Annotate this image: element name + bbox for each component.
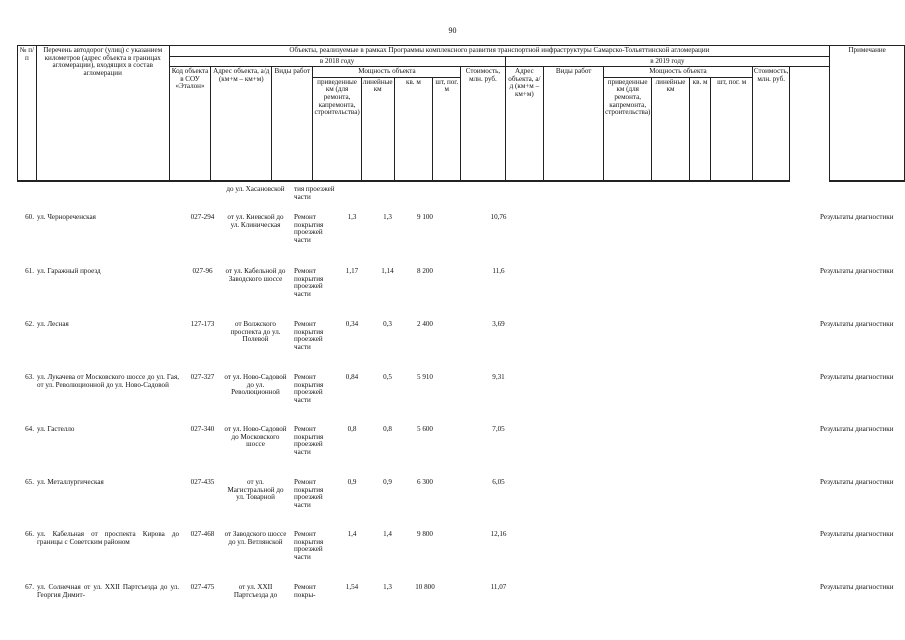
header-list: Перечень автодорог (улиц) с указанием километров (адрес объекта в границах агломерации), входящих в состав агломерации bbox=[36, 46, 169, 182]
header-works: Виды работ bbox=[272, 67, 313, 182]
cell-works: Ремонт покрытия проезжей части bbox=[294, 320, 324, 351]
header-reduced-km: приведенные км (для ремонта, капремонта, строительства) bbox=[313, 77, 361, 181]
cell-cost: 6,05 bbox=[492, 478, 505, 486]
cell-road-name: ул. Лукачева от Московского шоссе до ул. Гая, от ул. Революционной до ул. Ново-Садовой bbox=[37, 373, 179, 389]
cell-code: 027-468 bbox=[190, 530, 215, 538]
cell-cost: 9,31 bbox=[492, 373, 505, 381]
cell-linear-km: 1,3 bbox=[383, 213, 392, 221]
cell-sqm: 10 800 bbox=[415, 583, 435, 591]
header-reduced-km-2019: приведенные км (для ремонта, капремонта, строительства) bbox=[604, 77, 652, 181]
cell-road-name: ул. Металлургическая bbox=[37, 478, 104, 486]
cell-code: 027-340 bbox=[190, 425, 215, 433]
cell-road-name: ул. Чернореченская bbox=[37, 213, 96, 221]
cell-works: Ремонт покрытия проезжей части bbox=[294, 213, 324, 244]
table-header bbox=[17, 45, 905, 182]
cell-address: от ул. XXII Партсъезда до bbox=[233, 583, 278, 599]
cell-works: Ремонт покры- bbox=[294, 583, 316, 599]
cell-reduced-km: 0,34 bbox=[345, 320, 359, 328]
cell-reduced-km: 1,3 bbox=[347, 213, 357, 221]
cell-road-name: ул. Гаражный проезд bbox=[37, 267, 101, 275]
header-address: Адрес объекта, а/д (км+м – км+м) bbox=[211, 67, 272, 182]
cell-cost: 7,05 bbox=[492, 425, 505, 433]
cell-road-name: ул. Кабельная от проспекта Кирова до границы с Советским районом bbox=[37, 530, 179, 546]
cell-number: 64. bbox=[25, 425, 34, 433]
cell-works: тия проезжей части bbox=[294, 185, 335, 201]
header-linear-km: линейные км bbox=[361, 77, 394, 181]
cell-number: 67. bbox=[25, 583, 34, 591]
cell-road-name: ул. Лесная bbox=[37, 320, 69, 328]
cell-address: от ул. Кабельной до Заводского шоссе bbox=[225, 267, 286, 283]
cell-address: от ул. Киевской до ул. Клиническая bbox=[227, 213, 284, 229]
header-power-2019: Мощность объекта bbox=[604, 67, 753, 78]
cell-code: 027-435 bbox=[190, 478, 215, 486]
cell-note: Результаты диагностики bbox=[820, 267, 894, 275]
cell-works: Ремонт покрытия проезжей части bbox=[294, 530, 324, 561]
cell-sqm: 5 600 bbox=[417, 425, 433, 433]
cell-sqm: 6 300 bbox=[417, 478, 433, 486]
cell-note: Результаты диагностики bbox=[820, 530, 894, 538]
cell-note: Результаты диагностики bbox=[820, 478, 894, 486]
cell-reduced-km: 0,84 bbox=[345, 373, 359, 381]
header-power: Мощность объекта bbox=[313, 67, 461, 78]
cell-address: от ул. Ново-Садовой до Московского шоссе bbox=[224, 425, 287, 449]
header-linear-km-2019: линейные км bbox=[652, 77, 689, 181]
cell-linear-km: 1,3 bbox=[383, 583, 392, 591]
cell-number: 63. bbox=[25, 373, 34, 381]
header-pcs: шт, пог. м bbox=[433, 77, 461, 181]
header-num: № п/п bbox=[18, 46, 37, 182]
cell-code: 027-96 bbox=[192, 267, 213, 275]
cell-sqm: 9 800 bbox=[417, 530, 433, 538]
cell-works: Ремонт покрытия проезжей части bbox=[294, 478, 324, 509]
cell-linear-km: 0,9 bbox=[383, 478, 392, 486]
cell-number: 62. bbox=[25, 320, 34, 328]
header-year-2019: в 2019 году bbox=[505, 56, 830, 67]
header-note: Примечание bbox=[830, 46, 905, 182]
cell-reduced-km: 0,8 bbox=[347, 425, 357, 433]
header-sqm: кв. м bbox=[394, 77, 433, 181]
cell-cost: 11,07 bbox=[490, 583, 507, 591]
cell-cost: 12,16 bbox=[490, 530, 507, 538]
header-address-2019: Адрес объекта, а/д (км+м – км+м) bbox=[505, 67, 544, 182]
cell-linear-km: 0,5 bbox=[383, 373, 392, 381]
cell-number: 65. bbox=[25, 478, 34, 486]
cell-note: Результаты диагностики bbox=[820, 583, 894, 591]
cell-linear-km: 0,3 bbox=[383, 320, 392, 328]
cell-works: Ремонт покрытия проезжей части bbox=[294, 425, 324, 456]
page-number: 90 bbox=[448, 26, 457, 35]
cell-address: до ул. Хасановской bbox=[226, 185, 285, 193]
cell-reduced-km: 1,4 bbox=[347, 530, 357, 538]
header-sqm-2019: кв. м bbox=[689, 77, 711, 181]
cell-note: Результаты диагностики bbox=[820, 425, 894, 433]
cell-sqm: 9 100 bbox=[417, 213, 433, 221]
cell-linear-km: 0,8 bbox=[383, 425, 392, 433]
cell-note: Результаты диагностики bbox=[820, 320, 894, 328]
cell-road-name: ул. Гастелло bbox=[37, 425, 75, 433]
cell-code: 127-173 bbox=[190, 320, 215, 328]
cell-linear-km: 1,14 bbox=[381, 267, 394, 275]
cell-cost: 3,69 bbox=[492, 320, 505, 328]
cell-sqm: 5 910 bbox=[417, 373, 433, 381]
cell-sqm: 8 200 bbox=[417, 267, 433, 275]
header-cost-2019: Стоимость, млн. руб. bbox=[752, 67, 789, 182]
header-year-2018: в 2018 году bbox=[169, 56, 505, 67]
cell-sqm: 2 400 bbox=[417, 320, 433, 328]
cell-code: 027-475 bbox=[190, 583, 215, 591]
cell-road-name: ул. Солнечная от ул. XXII Партсъезда до ул. Георгия Димит- bbox=[37, 583, 179, 599]
cell-address: от ул. Магистральной до ул. Товарной bbox=[227, 478, 284, 502]
cell-works: Ремонт покрытия проезжей части bbox=[294, 267, 324, 298]
cell-cost: 10,76 bbox=[490, 213, 507, 221]
cell-number: 61. bbox=[25, 267, 34, 275]
header-objects: Объекты, реализуемые в рамках Программы комплексного развития транспортной инфраструктуры Самарско-Тольяттинской агломерации bbox=[169, 46, 830, 57]
cell-code: 027-327 bbox=[190, 373, 215, 381]
cell-number: 60. bbox=[25, 213, 34, 221]
cell-address: от ул. Ново-Садовой до ул. Революционной bbox=[224, 373, 287, 397]
cell-address: от Заводского шоссе до ул. Ветлянской bbox=[224, 530, 287, 546]
cell-cost: 11,6 bbox=[492, 267, 505, 275]
cell-works: Ремонт покрытия проезжей части bbox=[294, 373, 324, 404]
cell-address: от Волжского проспекта до ул. Полевой bbox=[230, 320, 281, 344]
header-works-2019: Виды работ bbox=[544, 67, 604, 182]
cell-code: 027-294 bbox=[190, 213, 215, 221]
header-code: Код объекта в СОУ «Эталон» bbox=[169, 67, 211, 182]
cell-note: Результаты диагностики bbox=[820, 373, 894, 381]
cell-reduced-km: 0,9 bbox=[347, 478, 357, 486]
header-pcs-2019: шт, пог. м bbox=[711, 77, 753, 181]
cell-number: 66. bbox=[25, 530, 34, 538]
cell-note: Результаты диагностики bbox=[820, 213, 894, 221]
cell-reduced-km: 1,17 bbox=[345, 267, 359, 275]
header-cost: Стоимость, млн. руб. bbox=[461, 67, 505, 182]
cell-linear-km: 1,4 bbox=[383, 530, 392, 538]
cell-reduced-km: 1,54 bbox=[345, 583, 359, 591]
